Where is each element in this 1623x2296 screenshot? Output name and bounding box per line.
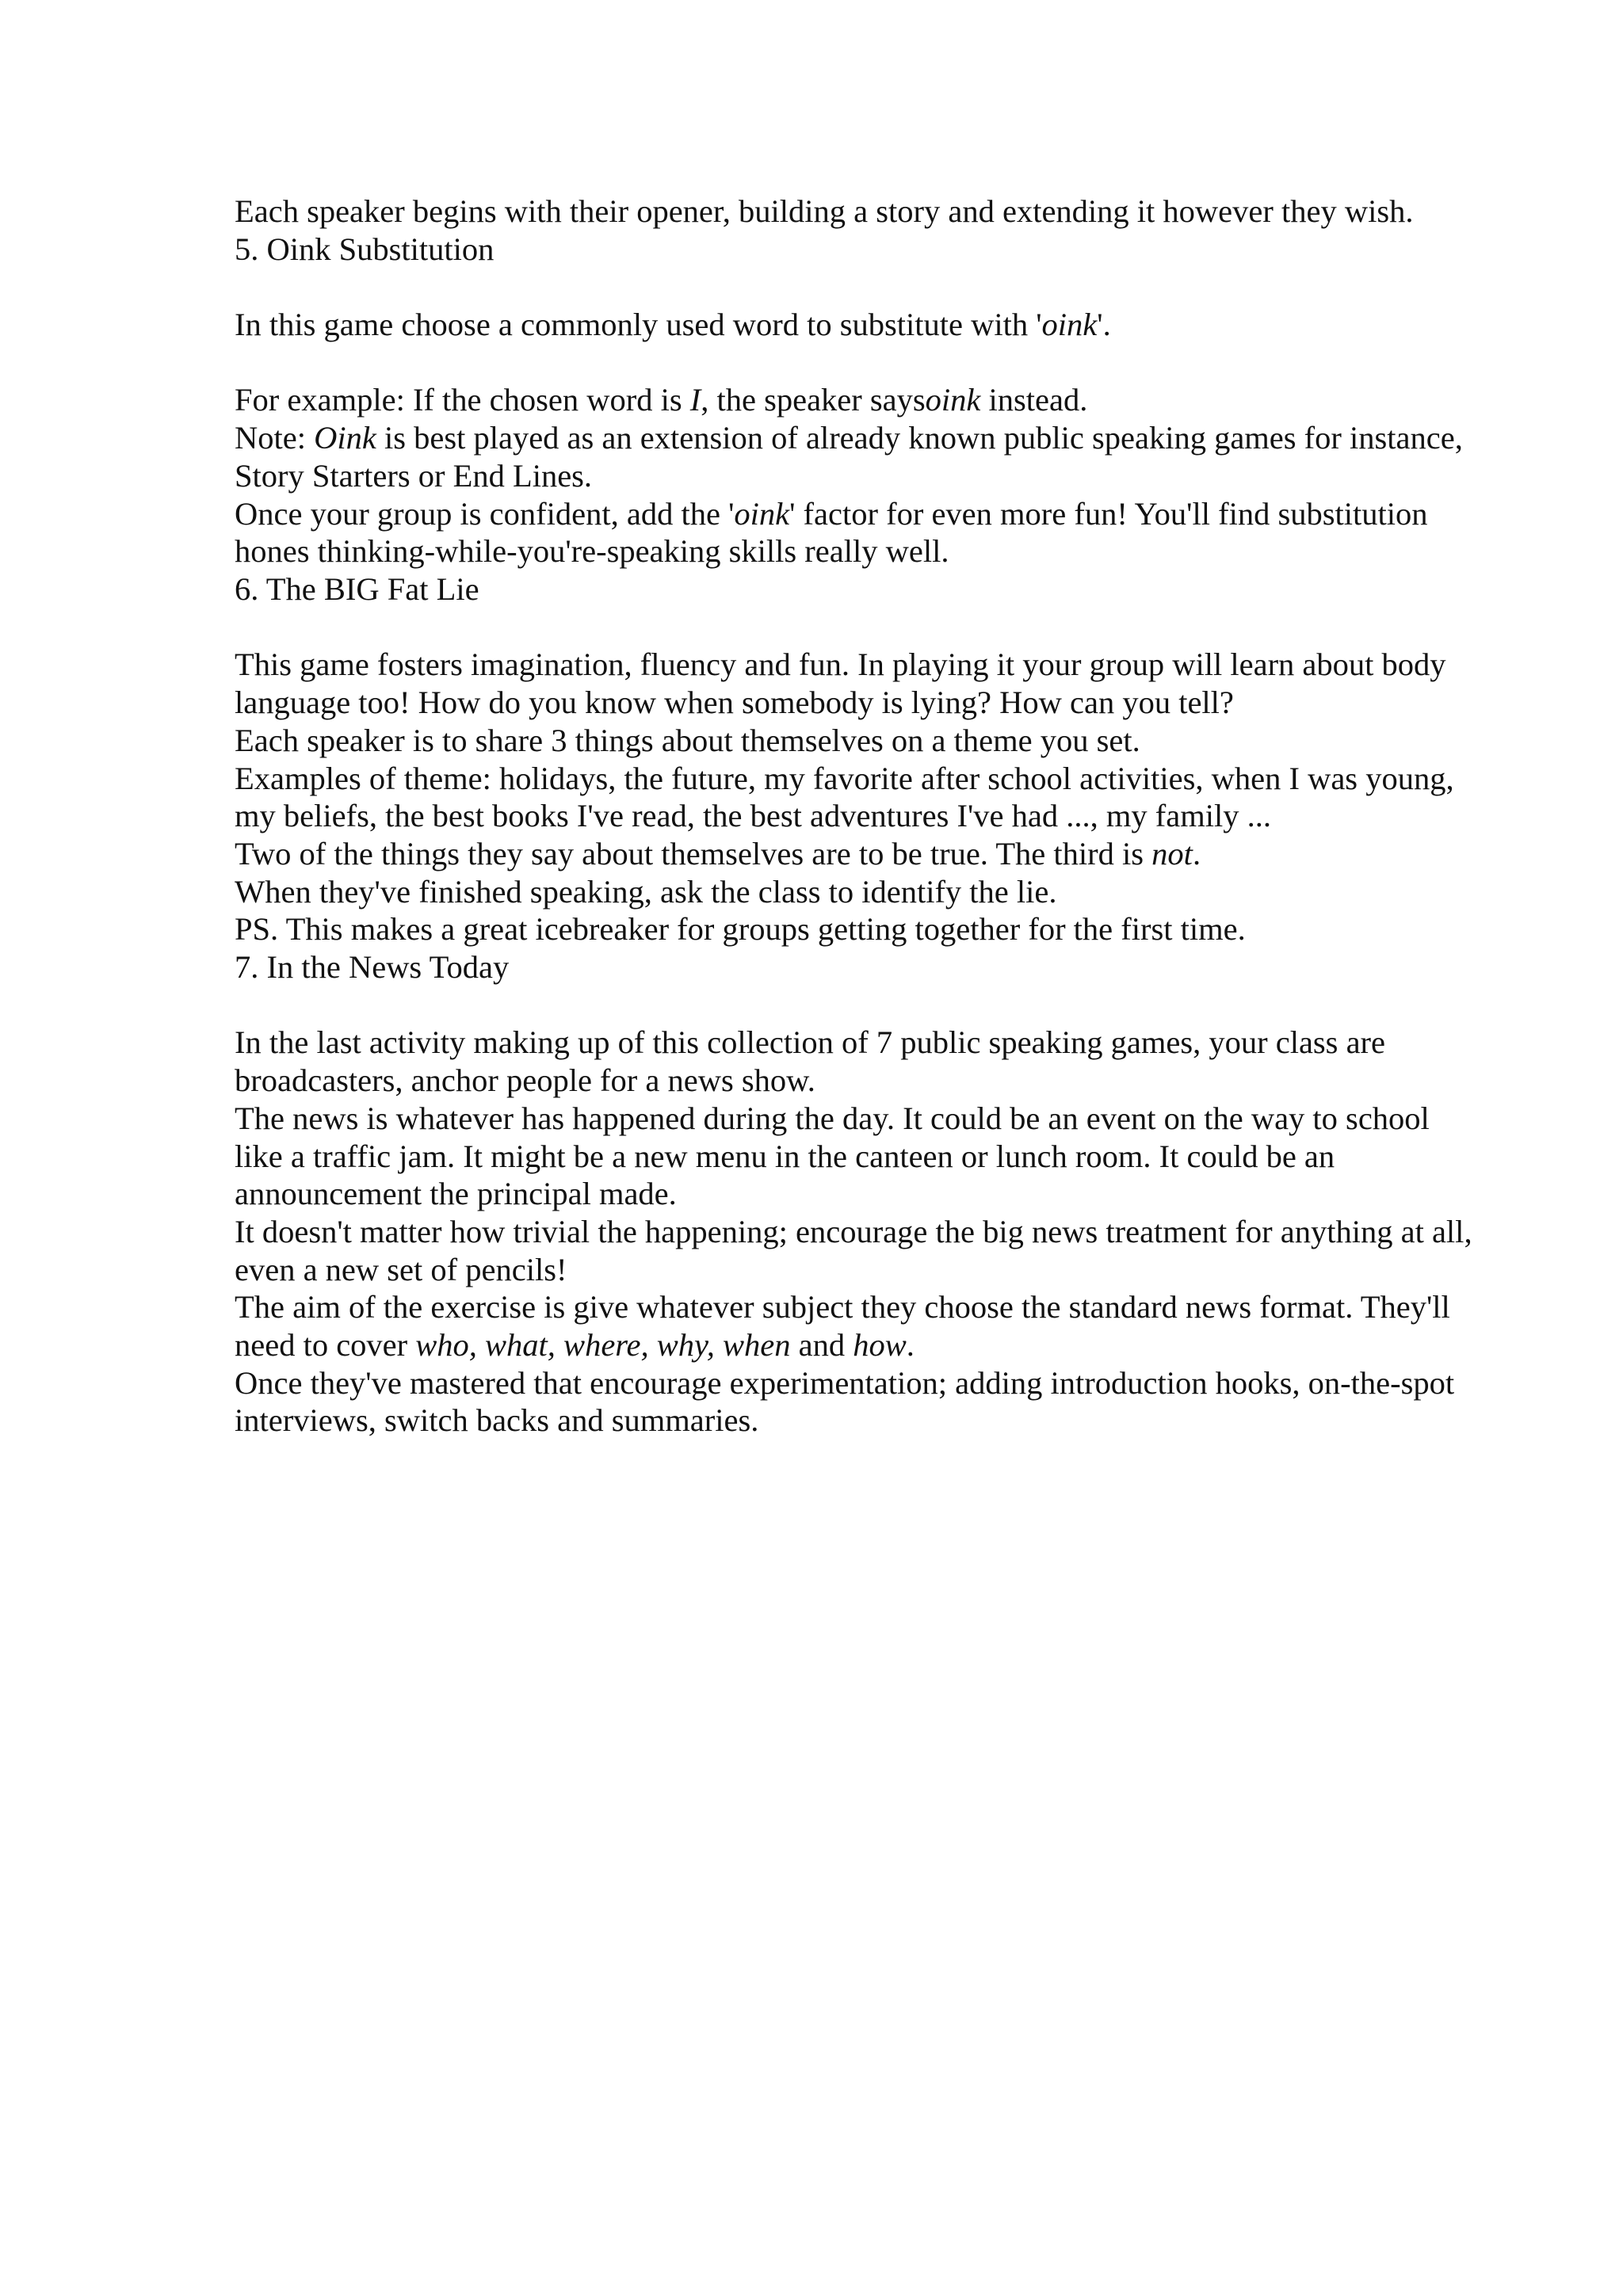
text-run: is best played as an extension of already known public speaking games for instance,: [376, 420, 1463, 456]
text-line: PS. This makes a great icebreaker for groups getting together for the first time.: [235, 911, 1246, 948]
text-run: For example: If the chosen word is: [235, 382, 690, 418]
text-line: [235, 835, 1534, 873]
text-line: [235, 306, 1534, 344]
text-line: interviews, switch backs and summaries.: [235, 1402, 759, 1439]
text-line: [235, 419, 1534, 457]
document-body: [235, 193, 1534, 1440]
text-line: [235, 381, 1534, 419]
section-heading-in-the-news-today: 7. In the News Today: [235, 949, 510, 986]
italic-run: Oink: [314, 420, 376, 456]
text-line: It doesn't matter how trivial the happening; encourage the big news treatment for anything at all,: [235, 1213, 1472, 1249]
text-run: , the speaker says: [701, 382, 926, 418]
text-line: The aim of the exercise is give whatever subject they choose the standard news format. They'll: [235, 1289, 1450, 1325]
italic-run: I: [689, 382, 701, 418]
text-line: This game fosters imagination, fluency and fun. In playing it your group will learn about body: [235, 646, 1446, 683]
text-line: announcement the principal made.: [235, 1176, 677, 1212]
text-run: need to cover: [235, 1327, 416, 1363]
text-run: Note:: [235, 420, 315, 456]
section-heading-oink-substitution: 5. Oink Substitution: [235, 231, 495, 267]
italic-run: how: [853, 1327, 907, 1363]
blank-line: [235, 344, 1534, 382]
text-run: Once your group is confident, add the ': [235, 495, 735, 532]
text-line: Once they've mastered that encourage experimentation; adding introduction hooks, on-the-spot: [235, 1364, 1455, 1401]
text-line: When they've finished speaking, ask the class to identify the lie.: [235, 873, 1057, 910]
text-run: ' factor for even more fun! You'll find substitution: [789, 495, 1428, 532]
text-line: hones thinking-while-you're-speaking skills really well.: [235, 533, 949, 570]
text-run: In this game choose a commonly used word to substitute with ': [235, 307, 1042, 343]
text-line: [235, 1326, 1534, 1364]
text-line: language too! How do you know when somebody is lying? How can you tell?: [235, 685, 1234, 721]
text-run: '.: [1097, 307, 1111, 343]
text-run: instead.: [980, 382, 1088, 418]
italic-run: not: [1151, 835, 1193, 871]
text-line: my beliefs, the best books I've read, the best adventures I've had ..., my family ...: [235, 798, 1271, 834]
text-line: [235, 495, 1534, 533]
blank-line: [235, 608, 1534, 646]
text-line: Each speaker is to share 3 things about themselves on a theme you set.: [235, 722, 1140, 758]
text-line: broadcasters, anchor people for a news show.: [235, 1062, 815, 1099]
italic-run: oink: [734, 495, 790, 532]
text-line: In the last activity making up of this collection of 7 public speaking games, your class are: [235, 1024, 1386, 1061]
text-line: The news is whatever has happened during the day. It could be an event on the way to school: [235, 1100, 1430, 1136]
italic-run: oink: [925, 382, 981, 418]
text-line: Examples of theme: holidays, the future, my favorite after school activities, when I was young,: [235, 760, 1454, 796]
text-run: .: [1192, 835, 1201, 871]
text-line: Each speaker begins with their opener, building a story and extending it however they wish.: [235, 193, 1414, 229]
text-run: .: [906, 1327, 915, 1363]
text-run: Two of the things they say about themselves are to be true. The third is: [235, 835, 1152, 871]
text-line: Story Starters or End Lines.: [235, 457, 593, 494]
blank-line: [235, 268, 1534, 306]
text-line: even a new set of pencils!: [235, 1251, 567, 1287]
italic-run: who, what, where, why, when: [415, 1327, 791, 1363]
text-line: like a traffic jam. It might be a new menu in the canteen or lunch room. It could be an: [235, 1138, 1335, 1174]
section-heading-big-fat-lie: 6. The BIG Fat Lie: [235, 571, 479, 607]
text-run: and: [790, 1327, 854, 1363]
blank-line: [235, 986, 1534, 1024]
italic-run: oink: [1041, 307, 1098, 343]
